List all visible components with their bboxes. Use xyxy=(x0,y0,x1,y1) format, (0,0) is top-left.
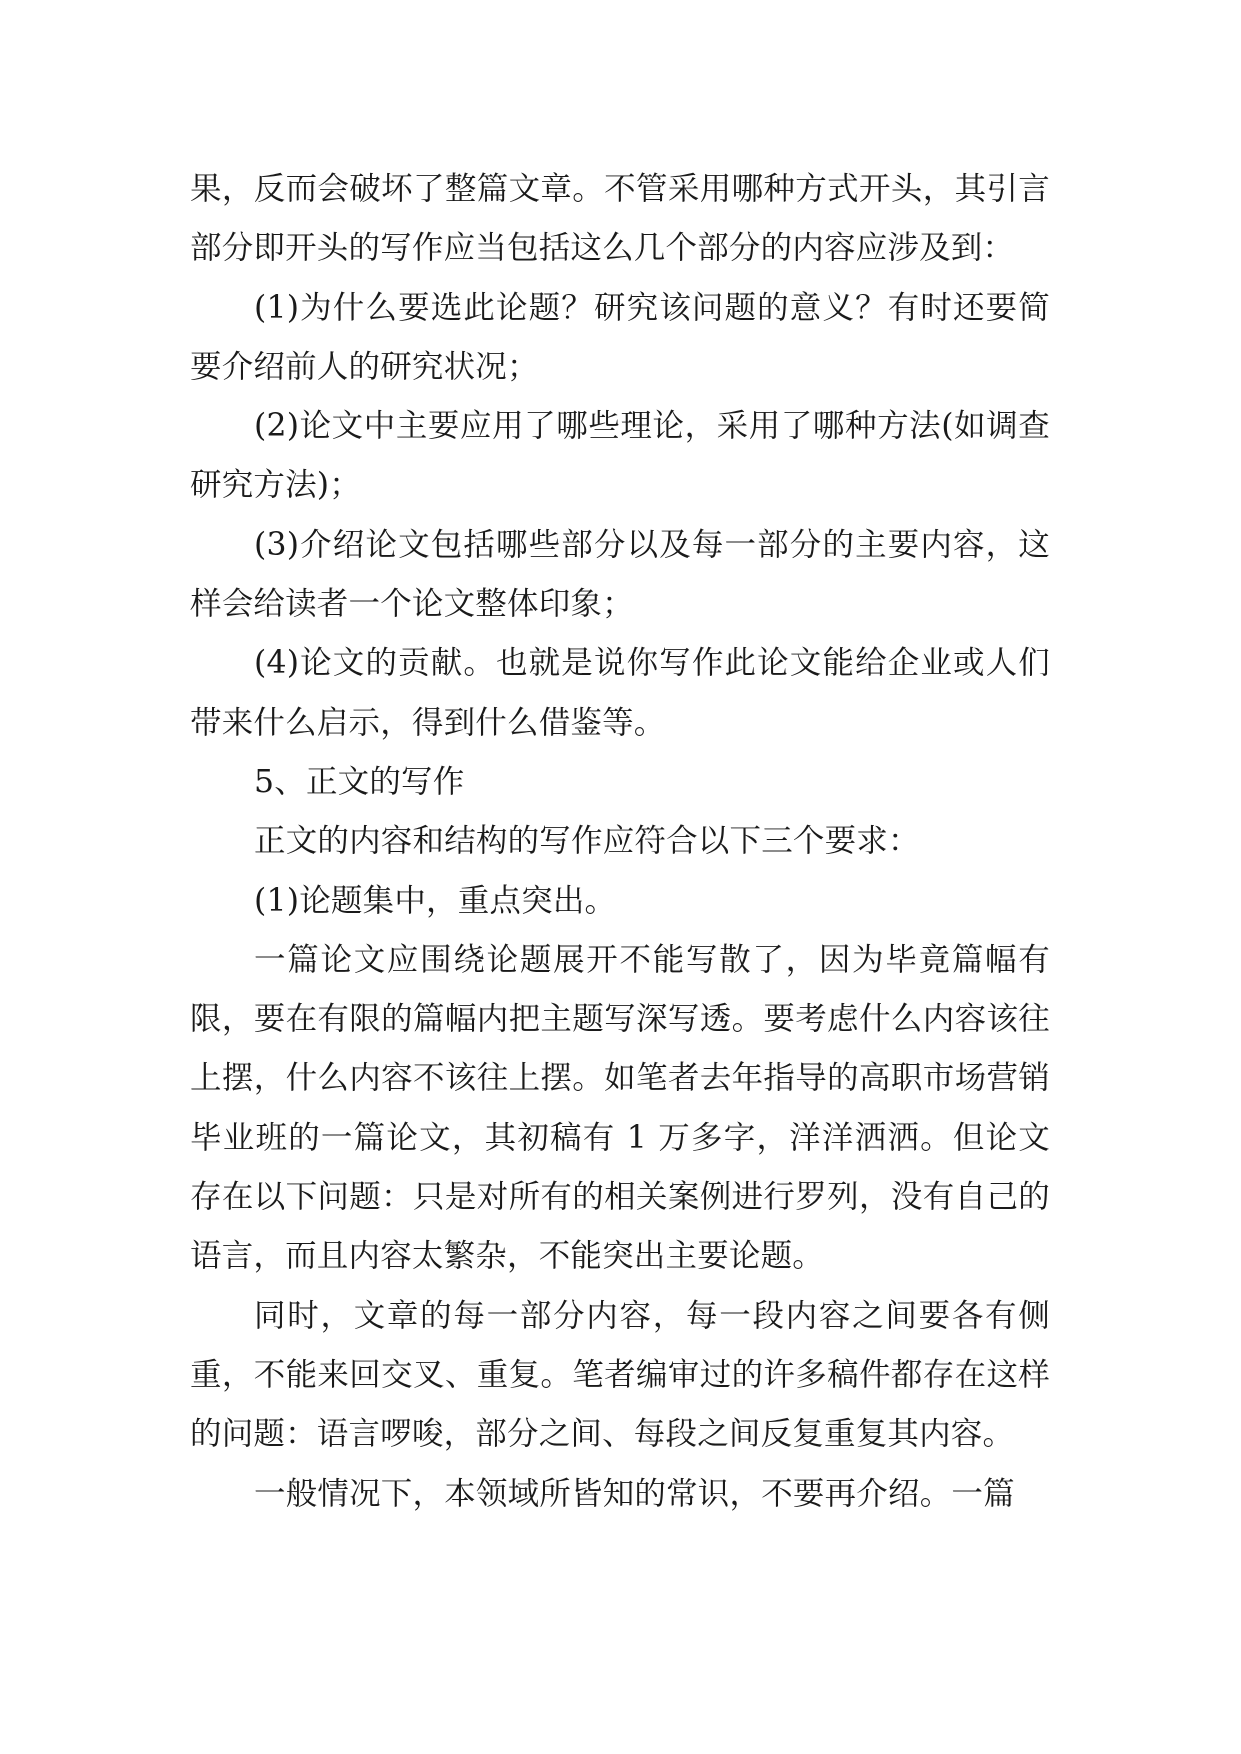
paragraph-4: (3)介绍论文包括哪些部分以及每一部分的主要内容，这样会给读者一个论文整体印象； xyxy=(190,526,1050,623)
paragraph-10: 同时，文章的每一部分内容，每一段内容之间要各有侧重，不能来回交叉、重复。笔者编审过的许多稿件都存在这样的问题：语言啰唆，部分之间、每段之间反复重复其内容。 xyxy=(190,1297,1050,1453)
paragraph-5: (4)论文的贡献。也就是说你写作此论文能给企业或人们带来什么启示，得到什么借鉴等。 xyxy=(190,645,1050,741)
paragraph-7: 正文的内容和结构的写作应符合以下三个要求： xyxy=(254,823,920,860)
body-text xyxy=(190,160,1050,1524)
paragraph-2: (1)为什么要选此论题？研究该问题的意义？有时还要简要介绍前人的研究状况； xyxy=(190,289,1050,385)
section-heading: 5、正文的写作 xyxy=(254,763,465,800)
paragraph-9: 一篇论文应围绕论题展开不能写散了，因为毕竟篇幅有限，要在有限的篇幅内把主题写深写透。要考虑什么内容该往上摆，什么内容不该往上摆。如笔者去年指导的高职市场营销毕业班的一篇论文，其初稿有 1 万多字，洋洋洒洒。但论文存在以下问题：只是对所有的相关案例进行罗列，没有自己的语言，而且内容太繁杂，不能突出主要论题。 xyxy=(190,941,1050,1275)
paragraph-11: 一般情况下，本领域所皆知的常识，不要再介绍。一篇 xyxy=(254,1475,1015,1512)
paragraph-1: 果，反而会破坏了整篇文章。不管采用哪种方式开头，其引言部分即开头的写作应当包括这么几个部分的内容应涉及到： xyxy=(190,171,1050,267)
paragraph-8: (1)论题集中，重点突出。 xyxy=(254,882,617,919)
paragraph-3: (2)论文中主要应用了哪些理论，采用了哪种方法(如调查研究方法)； xyxy=(190,408,1050,504)
